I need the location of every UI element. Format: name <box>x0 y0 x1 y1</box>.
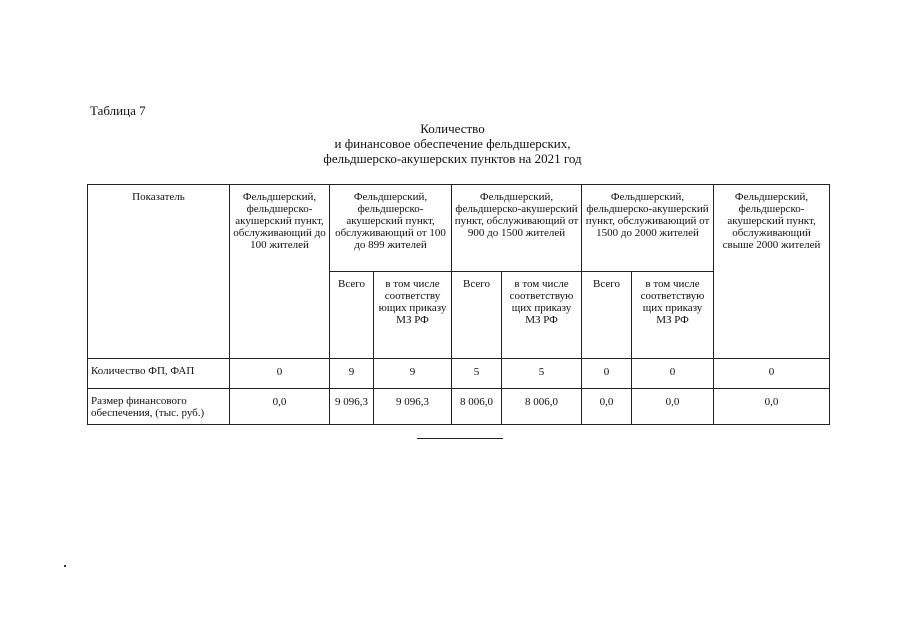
cell-value: 0 <box>230 359 330 389</box>
title-line-2: и финансовое обеспечение фельдшерских, <box>334 136 571 151</box>
subheader-total: Всего <box>582 272 632 359</box>
table-label: Таблица 7 <box>90 103 146 118</box>
cell-value: 0,0 <box>632 389 714 425</box>
cell-value: 0 <box>714 359 830 389</box>
cell-value: 9 <box>374 359 452 389</box>
row-name: Количество ФП, ФАП <box>88 359 230 389</box>
title-line-3: фельдшерско-акушерских пунктов на 2021 год <box>323 151 582 166</box>
cell-value: 8 006,0 <box>502 389 582 425</box>
subheader-in-order: в том числе соответствую щих приказу МЗ РФ <box>502 272 582 359</box>
header-group-2: Фельдшерский, фельдшерско-акушерский пункт, обслуживающий от 100 до 899 жителей <box>330 185 452 272</box>
cell-value: 0,0 <box>230 389 330 425</box>
cell-value: 5 <box>502 359 582 389</box>
subheader-total: Всего <box>452 272 502 359</box>
table-row <box>88 359 830 389</box>
scan-dot <box>64 565 66 567</box>
title-line-1: Количество <box>420 121 485 136</box>
table-row <box>88 389 830 425</box>
header-group-1: Фельдшерский, фельдшерско-акушерский пункт, обслуживающий до 100 жителей <box>230 185 330 359</box>
header-group-4: Фельдшерский, фельдшерско-акушерский пункт, обслуживающий от 1500 до 2000 жителей <box>582 185 714 272</box>
cell-value: 0 <box>632 359 714 389</box>
header-group-5: Фельдшерский, фельдшерско-акушерский пункт, обслуживающий свыше 2000 жителей <box>714 185 830 359</box>
subheader-total: Всего <box>330 272 374 359</box>
header-indicator: Показатель <box>88 185 230 359</box>
row-name: Размер финансового обеспечения, (тыс. руб.) <box>88 389 230 425</box>
data-table <box>87 184 830 425</box>
footer-rule <box>417 438 503 439</box>
subheader-in-order: в том числе соответству ющих приказу МЗ РФ <box>374 272 452 359</box>
cell-value: 9 096,3 <box>374 389 452 425</box>
subheader-in-order: в том числе соответствую щих приказу МЗ РФ <box>632 272 714 359</box>
cell-value: 0,0 <box>582 389 632 425</box>
cell-value: 8 006,0 <box>452 389 502 425</box>
cell-value: 9 <box>330 359 374 389</box>
document-title <box>0 121 905 166</box>
cell-value: 0,0 <box>714 389 830 425</box>
cell-value: 9 096,3 <box>330 389 374 425</box>
cell-value: 0 <box>582 359 632 389</box>
header-group-3: Фельдшерский, фельдшерско-акушерский пункт, обслуживающий от 900 до 1500 жителей <box>452 185 582 272</box>
cell-value: 5 <box>452 359 502 389</box>
